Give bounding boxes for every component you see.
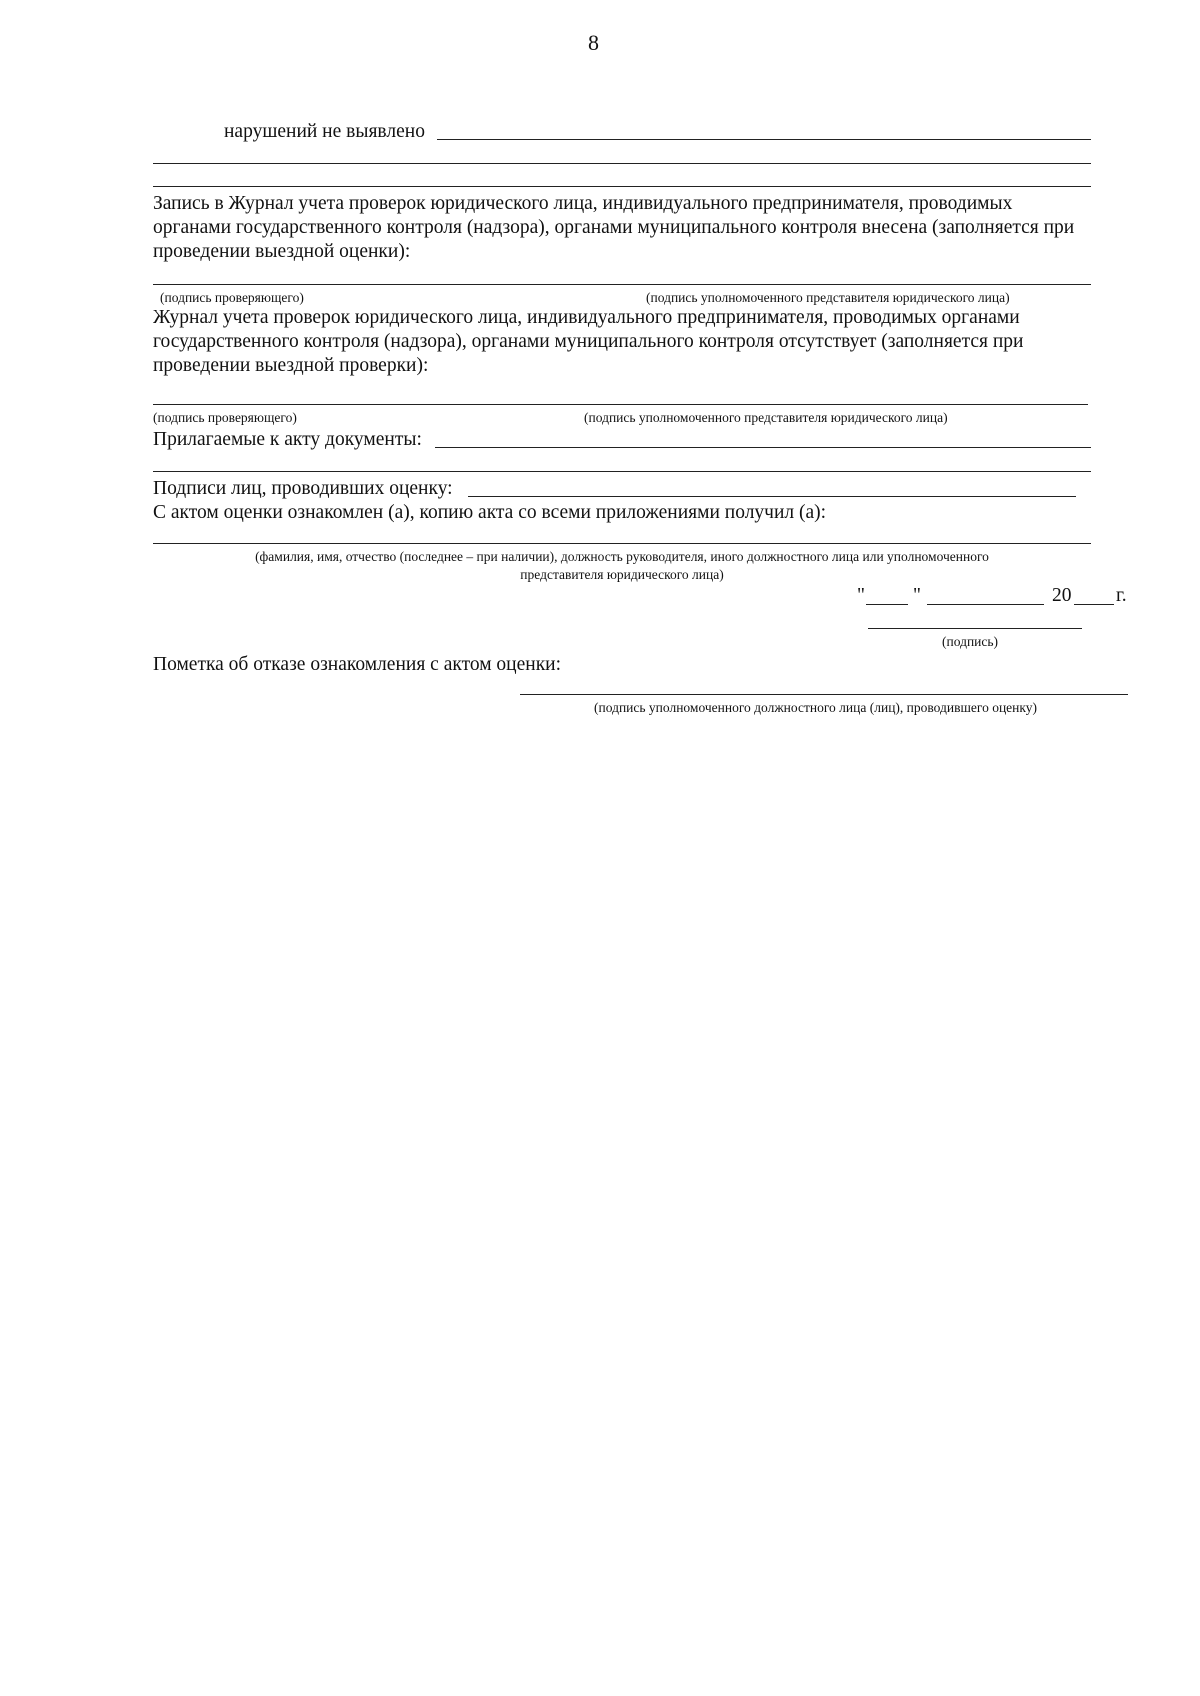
journal-entry-line: проведении выездной оценки): xyxy=(153,241,411,262)
attachments-label: Прилагаемые к акту документы: xyxy=(153,429,422,450)
signature-line xyxy=(153,404,1088,405)
date-year-line xyxy=(1074,604,1114,605)
journal-absent-line: Журнал учета проверок юридического лица, индивидуального предпринимателя, проводимых органами xyxy=(153,307,1020,328)
journal-absent-line: государственного контроля (надзора), органами муниципального контроля отсутствует (заполняется при xyxy=(153,331,1024,352)
signature-line xyxy=(153,284,1091,285)
journal-entry-line: Запись в Журнал учета проверок юридического лица, индивидуального предпринимателя, проводимых xyxy=(153,193,1013,214)
refusal-caption: (подпись уполномоченного должностного лица (лиц), проводившего оценку) xyxy=(594,700,1038,715)
journal-absent-line: проведении выездной проверки): xyxy=(153,355,429,376)
refusal-label: Пометка об отказе ознакомления с актом оценки: xyxy=(153,654,562,675)
blank-line xyxy=(153,471,1091,472)
date-suffix: г. xyxy=(1116,585,1127,606)
attachments-fill-line xyxy=(435,447,1091,448)
inspector-signature-caption: (подпись проверяющего) xyxy=(153,410,297,425)
signature-line xyxy=(868,628,1082,629)
blank-line xyxy=(153,163,1091,164)
name-caption-line2: представителя юридического лица) xyxy=(520,567,724,582)
signatures-label: Подписи лиц, проводивших оценку: xyxy=(153,478,453,499)
violations-label: нарушений не выявлено xyxy=(224,121,425,142)
inspector-signature-caption: (подпись проверяющего) xyxy=(160,290,304,305)
page-number: 8 xyxy=(588,30,599,55)
journal-entry-line: органами государственного контроля (надзора), органами муниципального контроля внесена (заполняется при xyxy=(153,217,1075,238)
signature-caption: (подпись) xyxy=(942,634,999,649)
name-caption-line1: (фамилия, имя, отчество (последнее – при наличии), должность руководителя, иного должностного лица или уполномоченного xyxy=(255,549,989,564)
date-quote-open: " xyxy=(857,585,865,606)
blank-line xyxy=(153,186,1091,187)
date-quote-close: " xyxy=(913,585,921,606)
refusal-signature-line xyxy=(520,694,1128,695)
acquainted-label: С актом оценки ознакомлен (а), копию акта со всеми приложениями получил (а): xyxy=(153,502,827,523)
violations-fill-line xyxy=(437,139,1091,140)
signatures-fill-line xyxy=(468,496,1076,497)
date-year-prefix: 20 xyxy=(1052,585,1072,606)
name-line xyxy=(153,543,1091,544)
representative-signature-caption: (подпись уполномоченного представителя юридического лица) xyxy=(646,290,1010,305)
date-day-line xyxy=(866,604,908,605)
representative-signature-caption: (подпись уполномоченного представителя юридического лица) xyxy=(584,410,948,425)
date-month-line xyxy=(927,604,1044,605)
